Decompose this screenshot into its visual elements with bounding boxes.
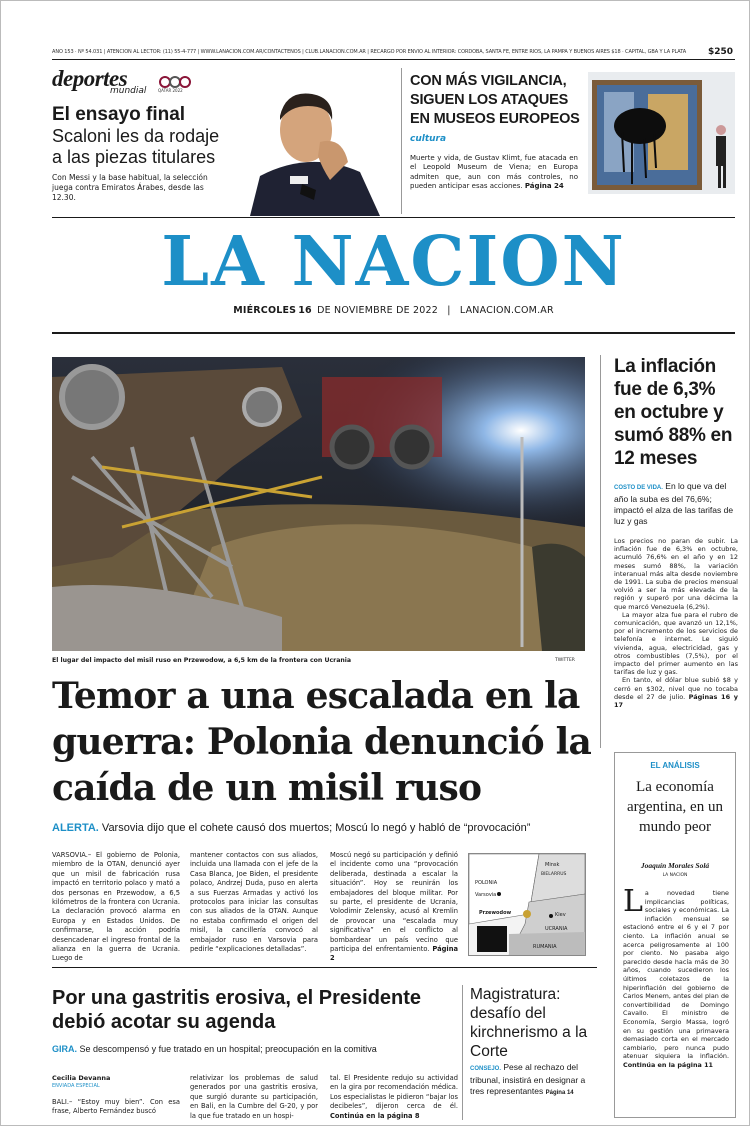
deportes-brand: deportes (52, 66, 128, 91)
scaloni-photo (230, 80, 394, 216)
klimt-photo (588, 72, 735, 194)
analysis-box[interactable] (614, 752, 736, 1118)
inflation-body: Los precios no paran de subir. La inflación fue de 6,3% en octubre, acumuló 76,6% en el año y en 12 meses sumó 88%, la variación interanual más alta desde noviembre de 1991. La suba de precios mensual volvió a ser la más elevada de la región y superó por una décima la que marcó Venezuela (6,2%). La mayor alza fue para el rubro de comunicación, que avanzó un 12,1%, por el incremento de los servicios de telefonía e internet. Le siguió vivienda, agua, electricidad, gas y otros combustibles (7,5%), por el impacto del primer aumento en las tarifas de luz y gas. En tanto, el dólar blue subió $8 y cerró en $302, nivel que no tocaba desde el 27 de julio. Páginas 16 y 17 (614, 537, 738, 710)
culture-headline: CON MÁS VIGILANCIA, SIGUEN LOS ATAQUES EN MUSEOS EUROPEOS (410, 73, 580, 127)
gastritis-col3: tal. El Presidente redujo su actividad en la gira por recomendación médica. Los especialistas le pidieron “bajar los decibeles”, dijeron cerca de él. Continúa en la página 8 (330, 1074, 458, 1120)
culture-body: Muerte y vida, de Gustav Klimt, fue atacada en el Leopold Museum de Viena; en Europa admiten que, aun con más controles, no pueden anticipar esas acciones. Página 24 (410, 154, 578, 190)
culture-teaser[interactable] (410, 70, 735, 215)
main-photo-caption: El lugar del impacto del misil ruso en Przewodow, a 6,5 km de la frontera con Ucrania (52, 657, 352, 664)
main-story-col1: VARSOVIA.– El gobierno de Polonia, miembro de la OTAN, denunció ayer que un misil de fabricación rusa impactó en territorio polaco y mató a dos personas en Przewodow, a 6,5 kilómetros de la frontera con Ucrania. La declaración provocó alarma en Europa y en Estados Unidos. De confirmarse, la acción podría desencadenar el ingreso frontal de la alianza en la guerra de Ucrania. Luego de (52, 851, 180, 963)
main-headline: Temor a una escalada en la guerra: Polonia denunció la caída de un misil ruso (52, 675, 591, 809)
site-link[interactable]: LANACION.COM.AR (459, 305, 554, 316)
analysis-body: L a novedad tiene implicancias políticas, sociales y económicas. La inflación mensual se estacionó entre el 6 y el 7 por ciento. La inflación anual se acerca peligrosamente al 100 por ciento. No pasaba algo parecido desde hacía más de 30 años, cuando sucedieron los últimos coletazos de la hiperinflación del gobierno de Carlos Menem, antes del plan de convertibilidad de Domingo Cavallo. El ministro de Economía, Sergio Massa, logró en su gestión una primavera demasiado corta en el mercado cambiario, pero nunca pudo atenuar siquiera la inflación. Continúa en la página 11 (623, 884, 729, 1069)
culture-section: cultura (410, 134, 447, 144)
masthead-title: LA NACION (161, 222, 626, 302)
sports-headline: Scaloni les da rodaje a las piezas titulares (52, 126, 220, 167)
main-photo-credit: TWITTER (555, 658, 575, 663)
gastritis-col2: relativizar los problemas de salud generados por una gastritis erosiva, que surgió durante su participación, en Bali, en la Cumbre del G-20, y por la que fue tratado en un hospi- (190, 1074, 318, 1120)
gastritis-headline: Por una gastritis erosiva, el Presidente debió acotar su agenda (52, 987, 422, 1033)
masthead-date: MIÉRCOLES 16 DE NOVIEMBRE DE 2022 | LANACION.COM.AR (233, 305, 554, 316)
inflation-headline: La inflación fue de 6,3% en octubre y sumó 88% en 12 meses (614, 356, 733, 469)
top-info-text: AÑO 153 · Nº 54.031 | ATENCIÓN AL LECTOR: (11) 55-4-777 | WWW.LANACION.COM.AR/CONTACTENOS | CLUB.LANACION.COM.AR | RECARGO POR ENVÍO AL INTERIOR: CÓRDOBA, SANTA FE, ENTRE RÍOS, LA PAMPA Y BUENOS AIRES $18 · CAPITAL, GBA Y LA PLATA (52, 49, 687, 55)
gastritis-col1: BALI.– “Estoy muy bien”. Con esa frase, Alberto Fernández buscó (52, 1098, 180, 1116)
sports-body: Con Messi y la base habitual, la selección juega contra Emiratos Árabes, desde las 12.30. (52, 173, 208, 202)
qatar-badge: QATAR 2022 (158, 74, 194, 94)
analysis-author: Joaquín Morales Solá LA NACION (640, 861, 710, 878)
main-deck: ALERTA. Varsovia dijo que el cohete causó dos muertos; Moscú lo negó y habló de “provocación” (52, 822, 531, 834)
magistratura-headline: Magistratura: desafío del kirchnerismo a la Corte (470, 986, 588, 1060)
magistratura-body: CONSEJO. Pese al rechazo del tribunal, insistirá en designar a tres representantes Página 14 (470, 1062, 586, 1096)
mundial-sub: mundial (110, 86, 147, 96)
sports-kicker: El ensayo final (52, 104, 186, 125)
main-photo (52, 357, 585, 651)
top-info-bar (52, 49, 702, 56)
sports-teaser[interactable] (52, 66, 402, 216)
main-story-col3: Moscú negó su participación y definió el incidente como una “provocación deliberada, destinada a escalar la situación”. Hoy se reunirán los embajadores del bloque militar. Por su parte, el presidente de Ucrania, Volodimir Zelensky, acusó al Kremlin de provocar una “escalada muy significativa” en el conflicto al bombardear un país vecino que participa del enfrentamiento. Página 2 (330, 851, 458, 963)
main-story-col2: mantener contactos con sus aliados, incluida una llamada con el jefe de la Casa Blanca, Joe Biden, el presidente polaco, Andrzej Duda, puso en alerta a sus Fuerzas Armadas y activó los protocolos para iniciar las consultas con sus aliados de la OTAN. Aunque no estaba confirmado el origen del misil, la cancillería convocó al embajador ruso en Varsovia para pedirle “explicaciones detalladas”. (190, 851, 318, 954)
price-label: $250 (708, 47, 734, 57)
gastritis-deck: GIRA. Se descompensó y fue tratado en un hospital; preocupación en la comitiva (52, 1044, 377, 1054)
analysis-headline: La economía argentina, en un mundo peor (627, 779, 723, 835)
gastritis-author: Cecilia Devanna ENVIADA ESPECIAL (52, 1074, 111, 1089)
inflation-deck: COSTO DE VIDA. En lo que va del año la suba es del 76,6%; impactó el alza de las tarifas de luz y gas (614, 481, 734, 526)
region-map: POLONIA Varsovia Minsk BIELARRUS Przewodow Kiev UCRANIA RUMANIA (468, 853, 586, 956)
analysis-label: EL ANÁLISIS (650, 761, 700, 770)
